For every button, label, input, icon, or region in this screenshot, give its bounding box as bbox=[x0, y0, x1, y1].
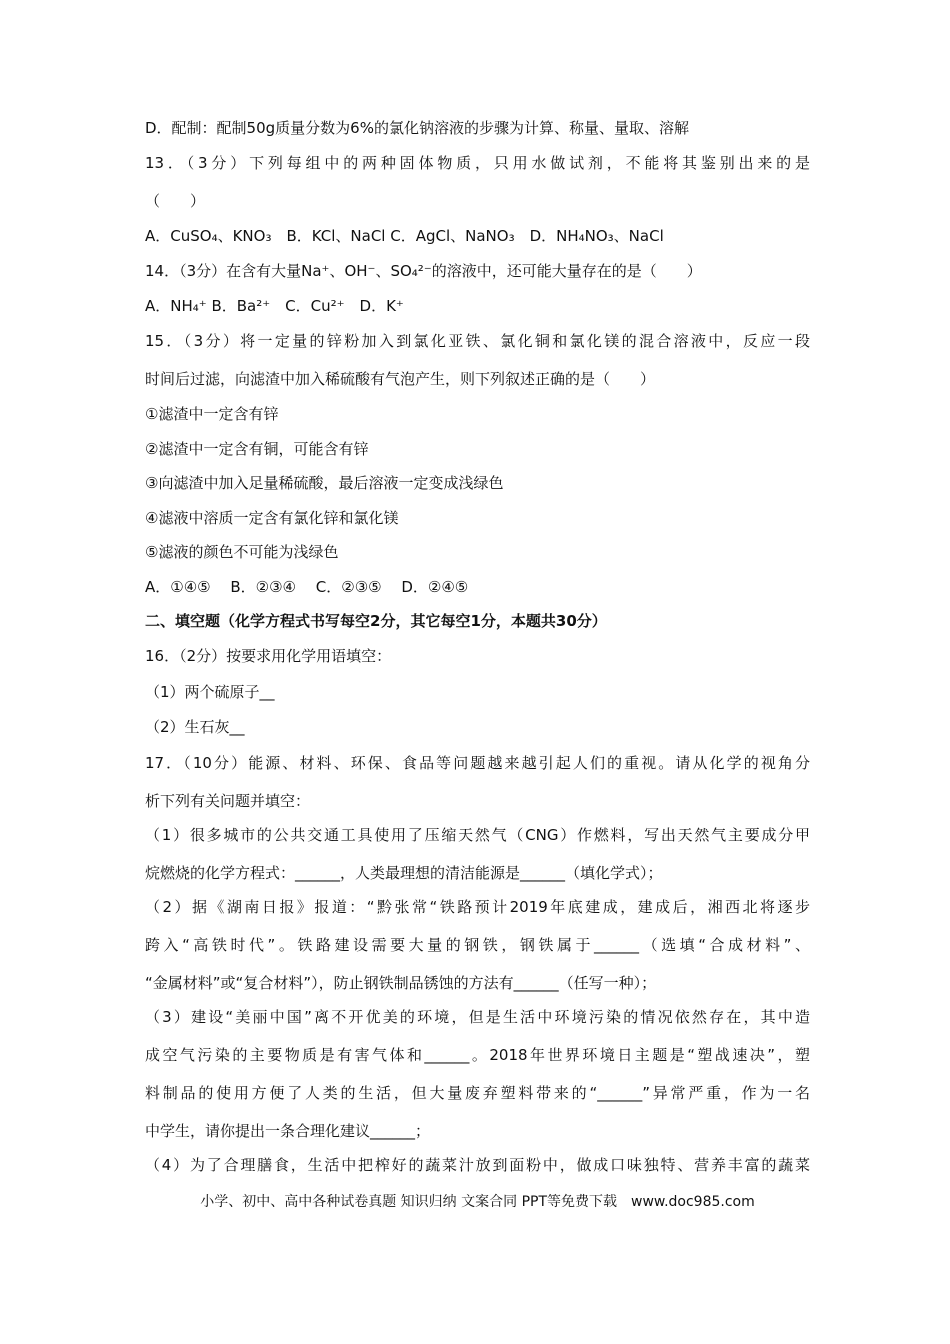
question-14: 14．（3分）在含有大量Na⁺、OH⁻、SO₄²⁻的溶液中，还可能大量存在的是（ ） bbox=[145, 262, 702, 280]
text-line: （4）为了合理膳食，生活中把榨好的蔬菜汁放到面粉中，做成口味独特、营养丰富的蔬菜 bbox=[145, 1156, 810, 1174]
text-line: “金属材料”或“复合材料”），防止钢铁制品锈蚀的方法有______（任写一种）； bbox=[145, 974, 657, 992]
question-17: 17．（10分）能源、材料、环保、食品等问题越来越引起人们的重视。请从化学的视角分 bbox=[145, 754, 810, 772]
text-line: 成空气污染的主要物质是有害气体和______。2018年世界环境日主题是“塑战速决”，塑 bbox=[145, 1046, 810, 1064]
text-line: 析下列有关问题并填空： bbox=[145, 792, 311, 810]
question-16: 16．（2分）按要求用化学用语填空： bbox=[145, 647, 392, 665]
question-14-options: A．NH₄⁺ B．Ba²⁺ C．Cu²⁺ D．K⁺ bbox=[145, 297, 404, 315]
text-line: （1）两个硫原子__ bbox=[145, 683, 275, 701]
statement-3: ③向滤渣中加入足量稀硫酸，最后溶液一定变成浅绿色 bbox=[145, 474, 504, 492]
question-13-options: A．CuSO₄、KNO₃ B．KCl、NaCl C．AgCl、NaNO₃ D．NH₄NO₃、NaCl bbox=[145, 227, 664, 245]
text-line: （ ） bbox=[145, 192, 206, 210]
question-13: 13．（3分）下列每组中的两种固体物质，只用水做试剂，不能将其鉴别出来的是 bbox=[145, 154, 810, 172]
text-line: （2）据《湖南日报》报道：“黔张常“铁路预计2019年底建成，建成后，湘西北将逐步 bbox=[145, 898, 810, 916]
section-heading: 二、填空题（化学方程式书写每空2分，其它每空1分，本题共30分） bbox=[145, 612, 607, 630]
text-line: 跨入“高铁时代”。铁路建设需要大量的钢铁，钢铁属于______（选填“合成材料”、 bbox=[145, 936, 810, 954]
question-15-options: A．①④⑤ B．②③④ C．②③⑤ D．②④⑤ bbox=[145, 578, 469, 596]
statement-5: ⑤滤液的颜色不可能为浅绿色 bbox=[145, 543, 339, 561]
text-line: 料制品的使用方便了人类的生活，但大量废弃塑料带来的“______”异常严重，作为一名 bbox=[145, 1084, 810, 1102]
statement-2: ②滤渣中一定含有铜，可能含有锌 bbox=[145, 440, 369, 458]
statement-1: ①滤渣中一定含有锌 bbox=[145, 405, 279, 423]
text-line: 烷燃烧的化学方程式：______，人类最理想的清洁能源是______（填化学式）； bbox=[145, 864, 663, 882]
text-line: （3）建设“美丽中国”离不开优美的环境，但是生活中环境污染的情况依然存在，其中造 bbox=[145, 1008, 810, 1026]
statement-4: ④滤液中溶质一定含有氯化锌和氯化镁 bbox=[145, 509, 399, 527]
text-line: 中学生，请你提出一条合理化建议______； bbox=[145, 1122, 431, 1140]
text-line: D．配制：配制50g质量分数为6%的氯化钠溶液的步骤为计算、称量、量取、溶解 bbox=[145, 119, 689, 137]
text-line: 时间后过滤，向滤渣中加入稀硫酸有气泡产生，则下列叙述正确的是（ ） bbox=[145, 370, 656, 388]
page-footer: 小学、初中、高中各种试卷真题 知识归纳 文案合同 PPT等免费下载 www.doc985.com bbox=[200, 1194, 755, 1210]
text-line: （1）很多城市的公共交通工具使用了压缩天然气（CNG）作燃料，写出天然气主要成分甲 bbox=[145, 826, 810, 844]
question-15: 15．（3分）将一定量的锌粉加入到氯化亚铁、氯化铜和氯化镁的混合溶液中，反应一段 bbox=[145, 332, 810, 350]
text-line: （2）生石灰__ bbox=[145, 718, 245, 736]
